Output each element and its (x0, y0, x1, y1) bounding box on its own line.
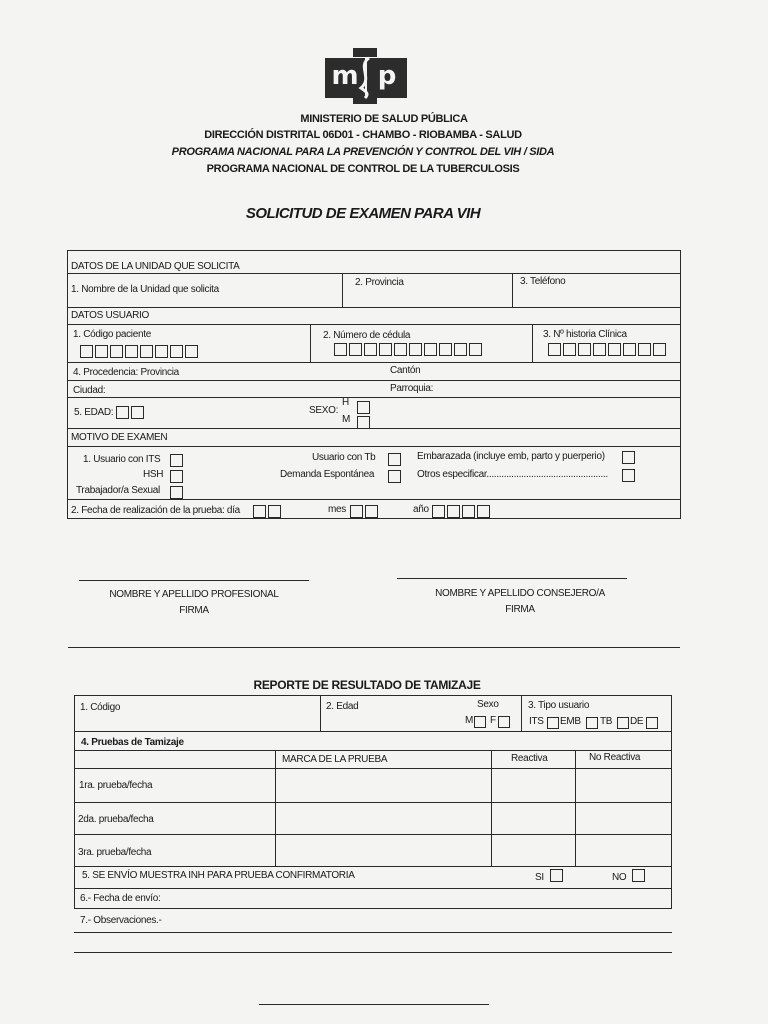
tb-user-label: Usuario con Tb (312, 452, 376, 463)
report-title: REPORTE DE RESULTADO DE TAMIZAJE (253, 678, 481, 692)
ministry-name: MINISTERIO DE SALUD PÚBLICA (300, 113, 468, 125)
report-code-label: 1. Código (80, 702, 121, 713)
test-month-boxes[interactable] (350, 503, 380, 521)
sex-worker-checkbox[interactable] (170, 484, 185, 502)
sex-m-checkbox[interactable] (357, 414, 372, 432)
user-type-emb-label: EMB (560, 716, 581, 727)
no-label: NO (612, 872, 627, 883)
canton-label: Cantón (390, 365, 421, 376)
shipment-date-label: 6.- Fecha de envío: (80, 893, 161, 904)
observations-line-2 (74, 952, 672, 953)
sex-label: SEXO: (309, 405, 339, 416)
observations-line-1 (74, 932, 672, 933)
patient-code-boxes[interactable] (80, 343, 200, 361)
report-sex-f-checkbox[interactable] (498, 713, 511, 731)
city-label: Ciudad: (73, 385, 106, 396)
sex-worker-label: Trabajador/a Sexual (76, 485, 160, 496)
program-vih: PROGRAMA NACIONAL PARA LA PREVENCIÓN Y CONTROL DEL VIH / SIDA (171, 146, 555, 158)
clinical-history-label: 3. Nº historia Clínica (543, 329, 627, 340)
section-motivo: MOTIVO DE EXAMEN (71, 432, 168, 443)
section-divider (68, 647, 680, 648)
non-reactive-header: No Reactiva (589, 752, 641, 763)
counselor-name-label: NOMBRE Y APELLIDO CONSEJERO/A (435, 588, 605, 599)
unit-name-label: 1. Nombre de la Unidad que solicita (71, 284, 219, 295)
report-sex-f-label: F (490, 715, 496, 726)
inh-shipment-label: 5. SE ENVÍO MUESTRA INH PARA PRUEBA CONFIRMATORIA (82, 870, 355, 881)
tb-user-checkbox[interactable] (388, 451, 403, 469)
spontaneous-demand-checkbox[interactable] (388, 468, 403, 486)
test-year-boxes[interactable] (432, 503, 492, 521)
report-sex-m-checkbox[interactable] (474, 713, 487, 731)
inh-no-checkbox[interactable] (632, 867, 647, 885)
screening-tests-label: 4. Pruebas de Tamizaje (81, 737, 184, 748)
user-type-tb-label: TB (600, 716, 613, 727)
test-day-boxes[interactable] (253, 503, 283, 521)
phone-label: 3. Teléfono (520, 276, 566, 287)
professional-signature-line (79, 580, 309, 581)
clinical-history-boxes[interactable] (548, 341, 668, 359)
logo-letter-p: p (367, 58, 407, 98)
age-boxes[interactable] (116, 404, 146, 422)
province-label: 2. Provincia (355, 277, 404, 288)
professional-signature-label: FIRMA (179, 605, 209, 616)
spontaneous-demand-label: Demanda Espontánea (280, 469, 375, 480)
section-unidad: DATOS DE LA UNIDAD QUE SOLICITA (71, 261, 240, 272)
other-specify-label: Otros especificar................................................. (417, 469, 608, 480)
user-type-tb-checkbox[interactable] (617, 714, 630, 732)
professional-name-label: NOMBRE Y APELLIDO PROFESIONAL (109, 589, 279, 600)
report-age-label: 2. Edad (326, 701, 359, 712)
sex-m-label: M (342, 414, 351, 425)
observations-label: 7.- Observaciones.- (80, 915, 162, 926)
pregnant-label: Embarazada (incluye emb, parto y puerperio) (417, 451, 605, 462)
report-sex-m-label: M (465, 715, 474, 726)
test-brand-header: MARCA DE LA PRUEBA (282, 754, 388, 765)
msp-logo (323, 48, 407, 104)
user-type-label: 3. Tipo usuario (528, 700, 590, 711)
pregnant-checkbox[interactable] (622, 449, 637, 467)
origin-province-label: 4. Procedencia: Provincia (73, 367, 179, 378)
user-type-its-label: ITS (529, 716, 544, 727)
counselor-signature-line (397, 578, 627, 579)
logo-shape-icon (323, 48, 407, 104)
test-date-label: 2. Fecha de realización de la prueba: día (71, 505, 240, 516)
age-label: 5. EDAD: (74, 407, 114, 418)
reactive-header: Reactiva (511, 753, 548, 764)
inh-yes-checkbox[interactable] (550, 867, 565, 885)
user-type-its-checkbox[interactable] (547, 714, 560, 732)
counselor-signature-label: FIRMA (505, 604, 535, 615)
parish-label: Parroquia: (390, 383, 434, 394)
test1-label: 1ra. prueba/fecha (79, 780, 153, 791)
user-type-emb-checkbox[interactable] (586, 714, 599, 732)
yes-label: SI (535, 872, 544, 883)
user-type-de-checkbox[interactable] (646, 714, 659, 732)
form-title: SOLICITUD DE EXAMEN PARA VIH (245, 205, 481, 222)
user-type-de-label: DE (630, 716, 644, 727)
month-label: mes (328, 504, 346, 515)
program-tb: PROGRAMA NACIONAL DE CONTROL DE LA TUBERCULOSIS (206, 163, 520, 175)
district-name: DIRECCIÓN DISTRITAL 06D01 - CHAMBO - RIOBAMBA - SALUD (204, 129, 522, 141)
id-number-label: 2. Número de cédula (323, 330, 411, 341)
patient-code-label: 1. Código paciente (73, 329, 151, 340)
test2-label: 2da. prueba/fecha (78, 814, 154, 825)
bottom-signature-line (259, 1004, 489, 1005)
year-label: año (413, 504, 429, 515)
id-number-boxes[interactable] (334, 341, 484, 359)
logo-letter-m: m (325, 58, 365, 98)
test3-label: 3ra. prueba/fecha (78, 847, 152, 858)
its-user-label: 1. Usuario con ITS (83, 454, 161, 465)
sex-h-label: H (342, 397, 349, 408)
section-usuario: DATOS USUARIO (71, 310, 149, 321)
other-specify-checkbox[interactable] (622, 467, 637, 485)
report-sex-label: Sexo (477, 699, 499, 710)
hsh-label: HSH (143, 469, 164, 480)
